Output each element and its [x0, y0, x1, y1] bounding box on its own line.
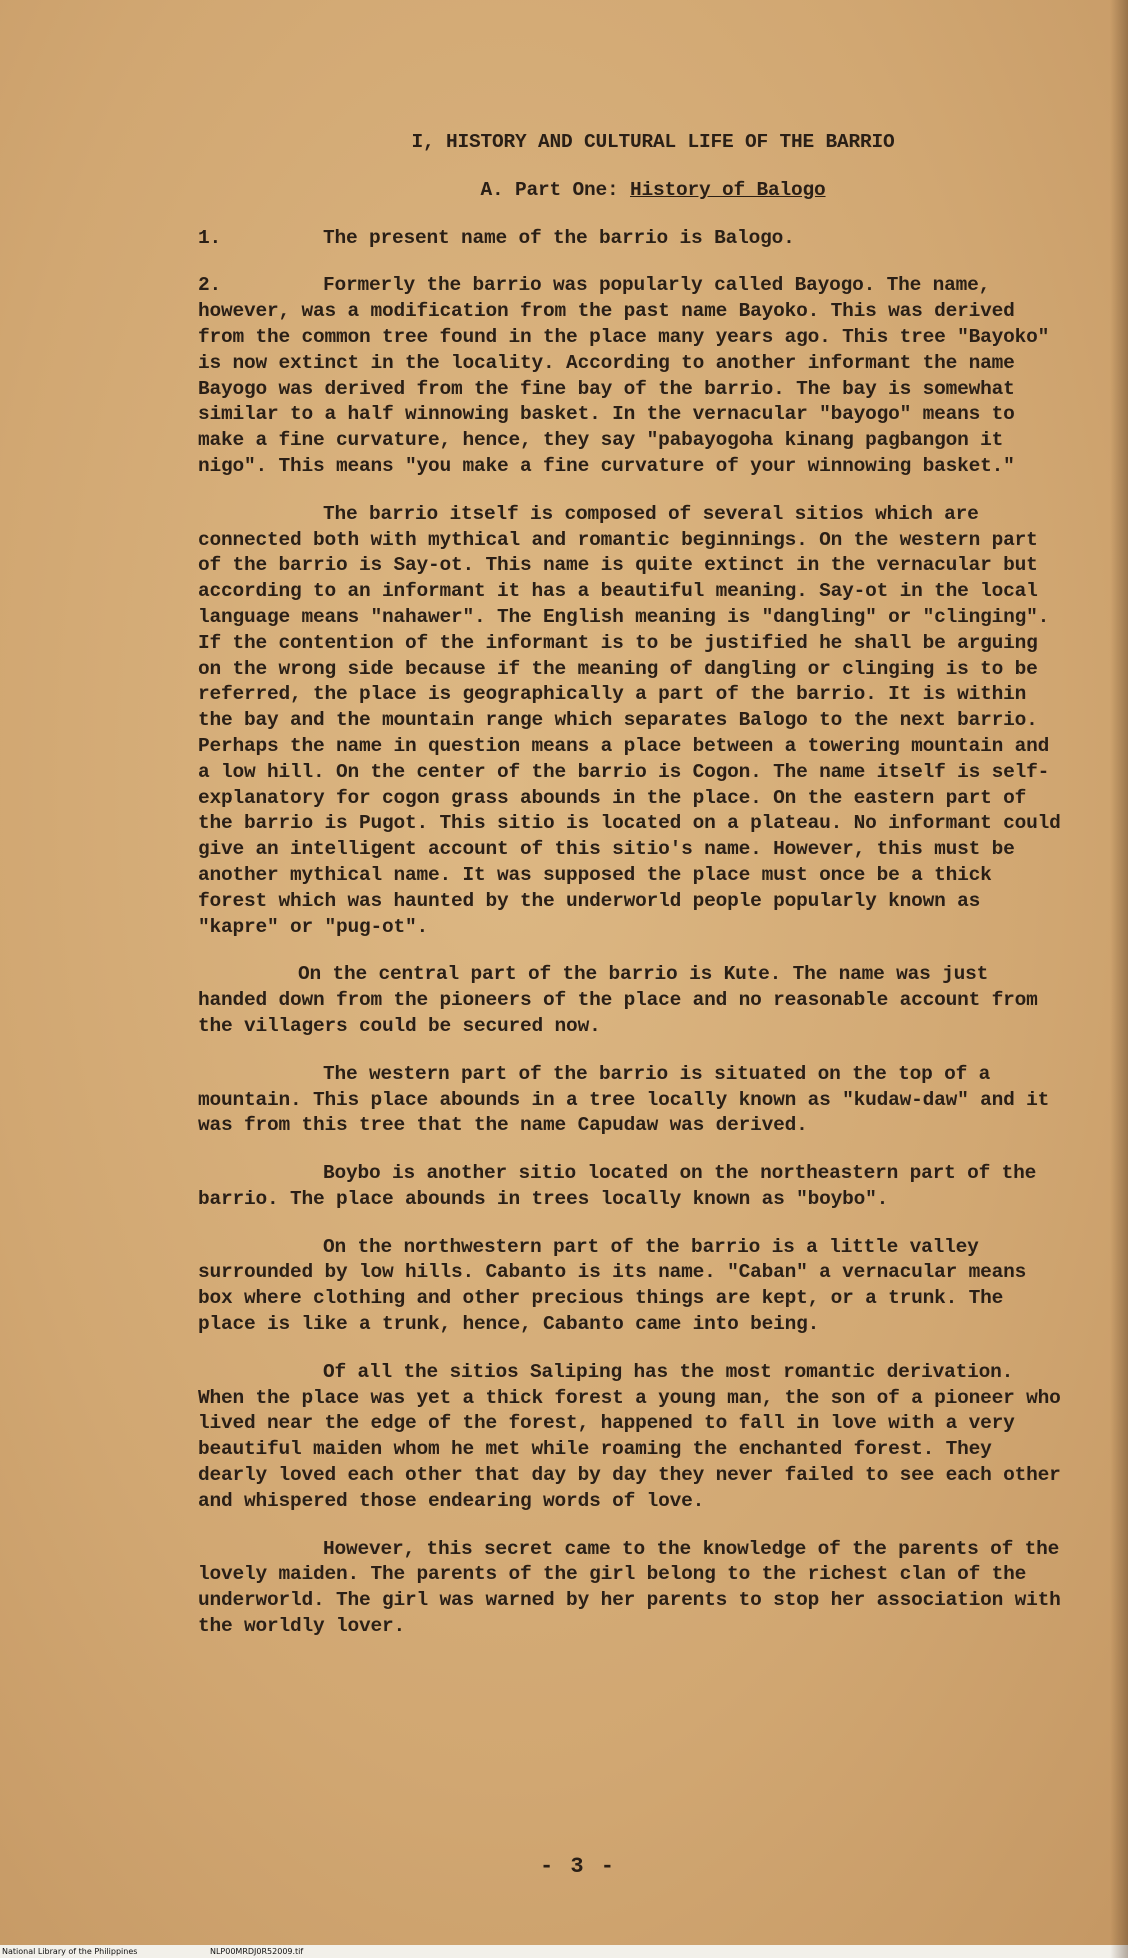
paragraph: However, this secret came to the knowledge of the parents of the lovely maiden. The parents of the girl belong to the richest clan of the underworld. The girl was warned by her parents to stop her association with the worldly lover.: [198, 1537, 1061, 1638]
paragraph: Boybo is another sitio located on the northeastern part of the barrio. The place abounds in trees locally known as "boybo".: [198, 1162, 1037, 1210]
paragraph: Of all the sitios Saliping has the most romantic derivation. When the place was yet a thick forest a young man, the son of a pioneer who lived near the edge of the forest, happened to fall in love with a very beautiful maiden whom he met while roaming the enchanted forest. They dearly loved each other that day by day they never failed to see each other and whispered those endearing words of love.: [198, 1360, 1061, 1512]
paragraph: On the central part of the barrio is Kute. The name was just handed down from the pioneers of the place and no reasonable account from the villagers could be secured now.: [198, 963, 1038, 1037]
page-number: - 3 -: [540, 1854, 617, 1879]
item-2-number: 2.: [198, 274, 222, 297]
item-1: [198, 226, 1068, 252]
paragraph: The barrio itself is composed of several sitios which are connected both with mythical and romantic beginnings. On the western part of the barrio is Say-ot. This name is quite extinct in the vernacular but according to an informant it has a beautiful meaning. Say-ot in the local language means "nahawer". The English meaning is "dangling" or "clinging". If the contention of the informant is to be justified he shall be arguing on the wrong side because if the meaning of dangling or clinging is to be referred, the place is geographically a part of the barrio. It is within the bay and the mountain range which separates Balogo to the next barrio. Perhaps the name in question means a place between a towering mountain and a low hill. On the center of the barrio is Cogon. The name itself is self-explanatory for cogon grass abounds in the place. On the eastern part of the barrio is Pugot. This sitio is located on a plateau. No informant could give an intelligent account of this sitio's name. However, this must be another mythical name. It was supposed the place must once be a thick forest which was haunted by the underworld people popularly known as "kapre" or "pug-ot".: [198, 502, 1061, 938]
document-body: [198, 130, 1068, 1662]
scan-caption: [0, 1945, 1128, 1958]
paragraph: On the northwestern part of the barrio is a little valley surrounded by low hills. Cabanto is its name. "Caban" a vernacular means box where clothing and other precious things are kept, or a trunk. The place is like a trunk, hence, Cabanto came into being.: [198, 1235, 1027, 1336]
library-name: National Library of the Philippines: [2, 1947, 138, 1956]
part-title: History of Balogo: [630, 178, 826, 201]
part-heading: [198, 178, 1068, 204]
file-name: NLP00MRDJ0R52009.tif: [209, 1947, 304, 1956]
section-heading: I, HISTORY AND CULTURAL LIFE OF THE BARRIO: [411, 131, 895, 153]
paragraph: The western part of the barrio is situated on the top of a mountain. This place abounds in a tree locally known as "kudaw-daw" and it was from this tree that the name Capudaw was derived.: [198, 1062, 1050, 1137]
item-1-text: The present name of the barrio is Balogo.: [323, 226, 795, 249]
item-1-number: 1.: [198, 226, 222, 249]
part-prefix: A. Part One:: [480, 178, 619, 201]
item-2: [198, 273, 1068, 479]
item-2-text: Formerly the barrio was popularly called Bayogo. The name, however, was a modification from the past name Bayoko. This was derived from the common tree found in the place many years ago. This tree "Bayoko" is now extinct in the locality. According to another informant the name Bayogo was derived from the fine bay of the barrio. The bay is somewhat similar to a half winnowing basket. In the vernacular "bayogo" means to make a fine curvature, hence, they say "pabayogoha kinang pagbangon it nigo". This means "you make a fine curvature of your winnowing basket.": [198, 274, 1050, 477]
